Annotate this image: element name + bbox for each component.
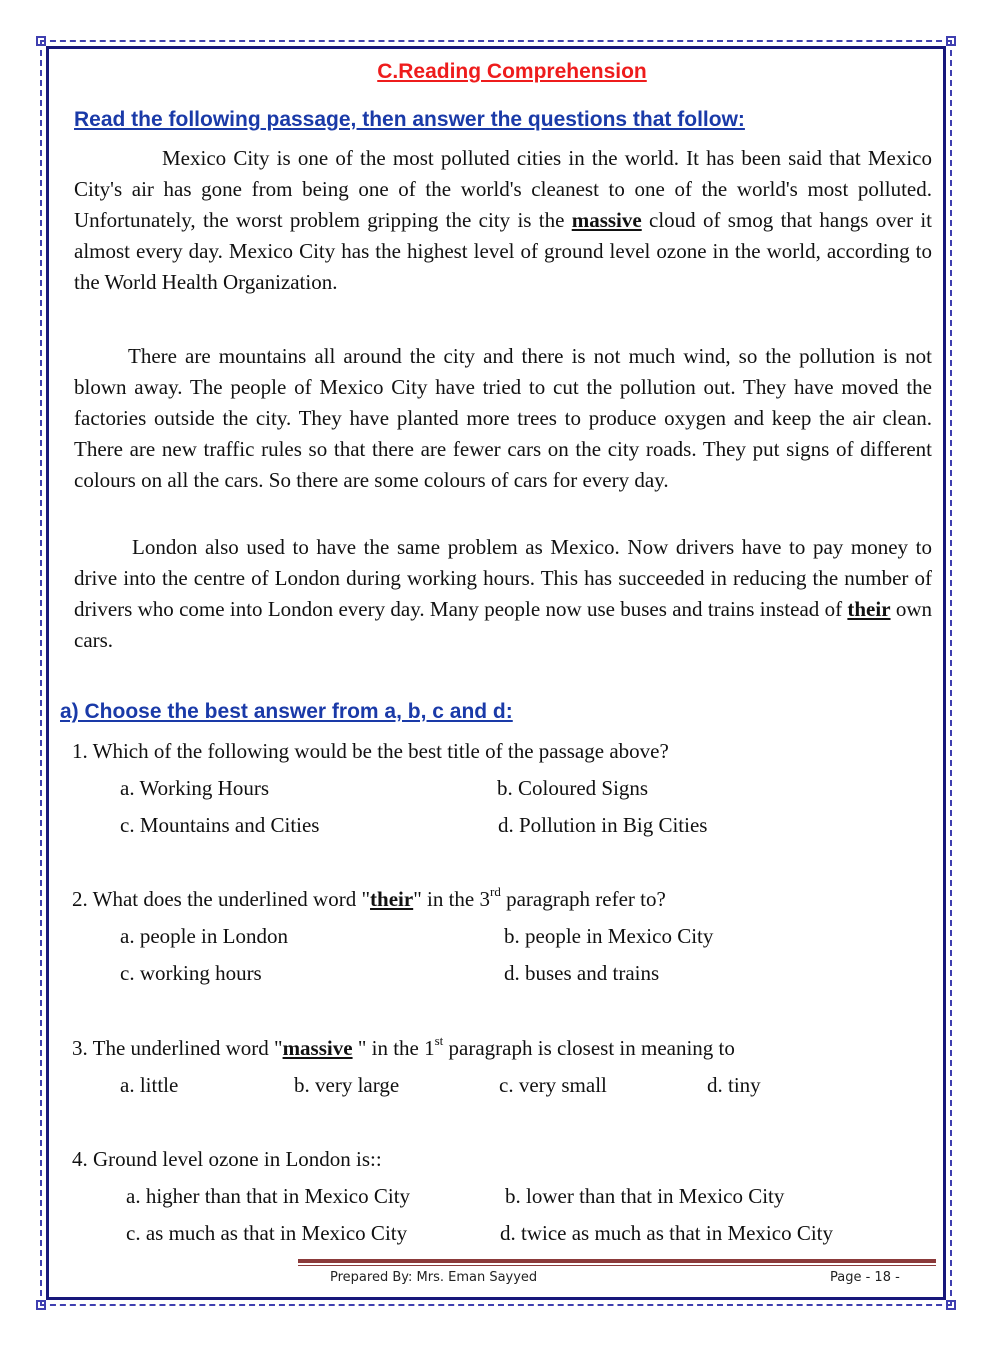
q1-option-d: d. Pollution in Big Cities [498,813,708,837]
q3-option-c: c. very small [499,1073,607,1097]
border-corner-tl [36,36,46,46]
q2-text-a: 2. What does the underlined word " [72,887,371,911]
passage-paragraph-3 [74,532,932,656]
q4-option-d: d. twice as much as that in Mexico City [500,1221,834,1245]
question-1: 1. Which of the following would be the best title of the passage above? [72,739,669,763]
passage-paragraph-1 [74,143,932,298]
footer-page-number: Page - 18 - [830,1270,900,1285]
footer-rule-thin [298,1265,936,1266]
border-corner-bl [36,1300,46,1310]
q3-underlined-word: massive [282,1036,353,1060]
question-3 [72,1033,735,1061]
passage-p3-text-b: own cars. [74,597,932,652]
q2-option-b: b. people in Mexico City [504,924,714,948]
q3-text-b: " in the 1 [352,1036,435,1060]
q1-option-a: a. Working Hours [120,776,269,800]
q3-ordinal-suffix: st [434,1033,444,1048]
q2-text-b: " in the 3 [413,887,490,911]
instruction-heading: Read the following passage, then answer the questions that follow: [74,108,745,131]
q4-option-a: a. higher than that in Mexico City [126,1184,411,1208]
q2-option-a: a. people in London [120,924,288,948]
q2-option-c: c. working hours [120,961,262,985]
section-title: C.Reading Comprehension [377,60,647,83]
q2-option-d: d. buses and trains [504,961,660,985]
question-4: 4. Ground level ozone in London is:: [72,1147,382,1171]
q2-text-c: paragraph refer to? [500,887,666,911]
q3-option-b: b. very large [294,1073,400,1097]
q3-option-d: d. tiny [707,1073,761,1097]
q1-option-c: c. Mountains and Cities [120,813,320,837]
q4-option-c: c. as much as that in Mexico City [126,1221,408,1245]
q3-text-c: paragraph is closest in meaning to [443,1036,735,1060]
q2-underlined-word: their [370,887,414,911]
passage-p1-text-b: cloud of smog that hangs over it almost every day. Mexico City has the highest level of ground level ozone in the world, according to the World Health Organization. [74,208,932,294]
q3-text-a: 3. The underlined word " [72,1036,283,1060]
passage-p1-text-a: Mexico City is one of the most polluted cities in the world. It has been said that Mexico City's air has gone from being one of the world's cleanest to one of the world's most polluted. Unfortunately, the worst problem gripping the city is the [74,146,932,232]
q1-option-b: b. Coloured Signs [497,776,649,800]
footer-prepared-by: Prepared By: Mrs. Eman Sayyed [330,1270,538,1285]
underlined-word-their: their [847,597,891,621]
q4-option-b: b. lower than that in Mexico City [505,1184,785,1208]
section-a-heading: a) Choose the best answer from a, b, c and d: [60,700,513,723]
passage-p3-text-a: London also used to have the same problem as Mexico. Now drivers have to pay money to drive into the centre of London during working hours. This has succeeded in reducing the number of drivers who come into London every day. Many people now use buses and trains instead of [74,535,932,621]
border-corner-tr [946,36,956,46]
q3-option-a: a. little [120,1073,179,1097]
border-corner-br [946,1300,956,1310]
question-2 [72,884,666,912]
underlined-word-massive: massive [571,208,642,232]
q2-ordinal-suffix: rd [490,884,501,899]
passage-paragraph-2: There are mountains all around the city and there is not much wind, so the pollution is not blown away. The people of Mexico City have tried to cut the pollution out. They have moved the factories outside the city. They have planted more trees to produce oxygen and keep the air clean. There are new traffic rules so that there are fewer cars on the city roads. They put signs of different colours on all the cars. So there are some colours of cars for every day. [74,344,932,492]
footer-rule-thick [298,1259,936,1263]
